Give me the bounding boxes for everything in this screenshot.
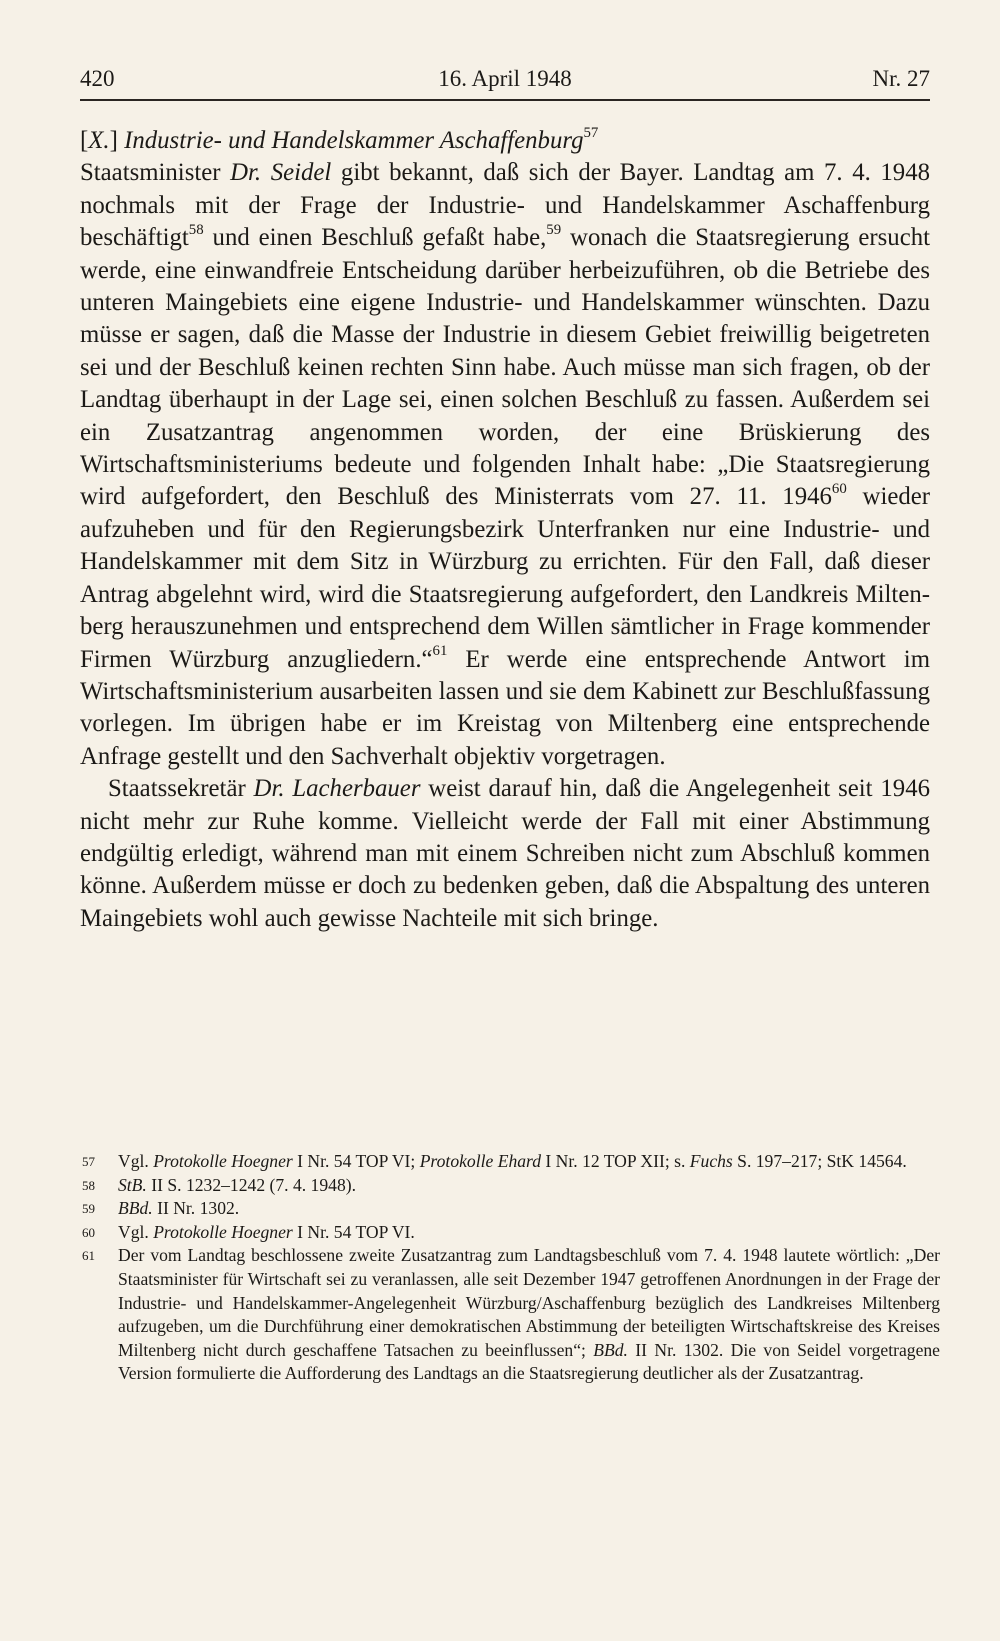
section-title: Industrie- und Handelskammer Aschaffenburg — [124, 127, 584, 154]
section-heading — [80, 125, 930, 157]
footnote-source: BBd. — [118, 1198, 153, 1219]
footnote-57 — [80, 1150, 940, 1174]
text-run: und einen Beschluß gefaßt habe, — [203, 224, 547, 252]
footnote-number: 59 — [82, 1201, 95, 1217]
footnote-number: 61 — [82, 1248, 95, 1264]
footnote-text: Vgl. — [118, 1221, 154, 1242]
footnotes — [80, 1150, 940, 1386]
footnote-text: I Nr. 54 TOP VI; — [292, 1151, 420, 1171]
footnote-60 — [80, 1221, 940, 1245]
text-run: Staatssekretär — [108, 775, 254, 803]
footnote-number: 57 — [82, 1154, 95, 1169]
issue-number: Nr. 27 — [872, 66, 930, 91]
header-date: 16. April 1948 — [438, 66, 572, 91]
header-rule — [80, 99, 930, 101]
footnote-source: Protokolle Hoegner — [153, 1151, 293, 1171]
text-run: gibt bekannt, daß sich der Bayer. Landtag am 7. 4. 1948 nochmals mit der Frage der Industrie- und Handelskammer Aschaffenburg beschäftigt — [80, 159, 930, 252]
footnote-59 — [80, 1197, 940, 1221]
footnote-ref-61[interactable]: 61 — [432, 643, 448, 660]
footnote-ref-60[interactable]: 60 — [831, 481, 847, 498]
footnote-ref-58[interactable]: 58 — [188, 221, 204, 238]
footnote-number: 58 — [82, 1177, 95, 1193]
text-run: Staatsminister — [80, 159, 231, 187]
speaker-name: Dr. Seidel — [230, 159, 332, 187]
text-run: weist darauf hin, daß die Angelegenheit seit 1946 nicht mehr zur Ruhe komme. Vielleicht werde der Fall mit einer Abstimmung endgültig erledigt, während man mit einem Schreiben nicht zum Abschluß kommen könne. Außerdem müsse er doch zu bedenken geben, daß die Abspaltung des unteren Maingebiets wohl auch gewisse Nachteile mit sich bringe. — [80, 775, 930, 932]
footnote-number: 60 — [82, 1224, 95, 1240]
speaker-name: Dr. Lacherbauer — [253, 775, 421, 803]
footnote-source: Fuchs — [689, 1151, 733, 1171]
footnote-text: II Nr. 1302. — [152, 1198, 240, 1219]
footnote-text: Der vom Landtag beschlossene zweite Zusatzantrag zum Landtagsbeschluß vom 7. 4. 1948 lautete wörtlich: „Der Staatsminister für Wirtschaft sei zu veranlassen, alle seit Dezember 1947 getroffenen Anordnungen in der Frage der Industrie- und Handelskammer-Angelegenheit Würzburg/Aschaffenburg bezüglich des Landkreises Miltenberg aufzugeben, um die Durchführung einer demokratischen Abstimmung der beteiligten Wirtschaftskreise des Kreises Miltenberg nicht durch geschaffene Tatsachen zu beeinflussen“; — [118, 1245, 940, 1360]
text-run: Er werde eine entsprechende Antwort im Wirtschaftsministerium ausarbeiten lassen und sie dem Kabinett zur Beschlußfassung vorlegen. Im übrigen habe er im Kreistag von Miltenberg eine entsprechende Anfrage gestellt und den Sachverhalt objektiv vorgetragen. — [80, 645, 930, 770]
footnote-ref-59[interactable]: 59 — [546, 221, 562, 238]
paragraph-seidel — [80, 157, 930, 773]
footnote-text: I Nr. 12 TOP XII; s. — [541, 1151, 690, 1171]
text-run: wonach die Staatsregierung ersucht werde, eine einwandfreie Entscheidung darüber herbeizuführen, ob die Betriebe des unteren Maingebiets eine eigene Industrie- und Handelskammer wünschten. Dazu müsse er sagen, daß die Masse der Industrie in diesem Gebiet freiwillig beigetreten sei und der Beschluß keinen rechten Sinn habe. Auch müsse man sich fragen, ob der Landtag überhaupt in der Lage sei, einen solchen Beschluß zu fassen. Außerdem sei ein Zusatzantrag angenommen worden, der eine Brüskierung des Wirtschaftsministeriums bedeute und folgenden Inhalt habe: „Die Staatsregierung wird aufgefordert, den Beschluß des Ministerrats vom 27. 11. 1946 — [80, 224, 931, 511]
footnote-source: Protokolle Hoegner — [153, 1221, 293, 1242]
page-number: 420 — [80, 66, 115, 91]
footnote-61 — [80, 1244, 940, 1386]
paragraph-lacherbauer — [80, 773, 930, 935]
footnote-58 — [80, 1174, 940, 1198]
footnote-text: S. 197–217; StK 14564. — [732, 1151, 907, 1171]
footnote-source: BBd. — [593, 1339, 628, 1360]
footnote-text: Vgl. — [118, 1151, 154, 1171]
footnote-source: Protokolle Ehard — [419, 1151, 542, 1171]
footnote-text: II Nr. 1302. Die von Seidel vorgetragene Version formulierte die Aufforderung des Landtags an die Staatsregierung deutlicher als der Zusatzantrag. — [118, 1339, 940, 1384]
footnote-text: I Nr. 54 TOP VI. — [292, 1221, 415, 1242]
section-bracket-open: [ — [80, 127, 89, 154]
section-number: X. — [88, 127, 110, 154]
main-text — [80, 125, 930, 935]
section-bracket-close: ] — [109, 127, 118, 154]
footnote-text: II S. 1232–1242 (7. 4. 1948). — [146, 1174, 357, 1195]
text-run: wieder aufzuheben und für den Regierungsbezirk Unterfranken nur eine Industrie- und Handelskammer mit dem Sitz in Würzburg zu errichten. Für den Fall, daß dieser Antrag abgelehnt wird, wird die Staatsregierung aufgefordert, den Landkreis Miltenberg herauszunehmen und entsprechend dem Willen sämtlicher in Frage kommender Firmen Würzburg anzugliedern.“ — [80, 483, 931, 673]
footnote-source: StB. — [118, 1174, 147, 1195]
footnote-ref-57[interactable]: 57 — [583, 124, 599, 141]
running-header — [80, 60, 930, 98]
